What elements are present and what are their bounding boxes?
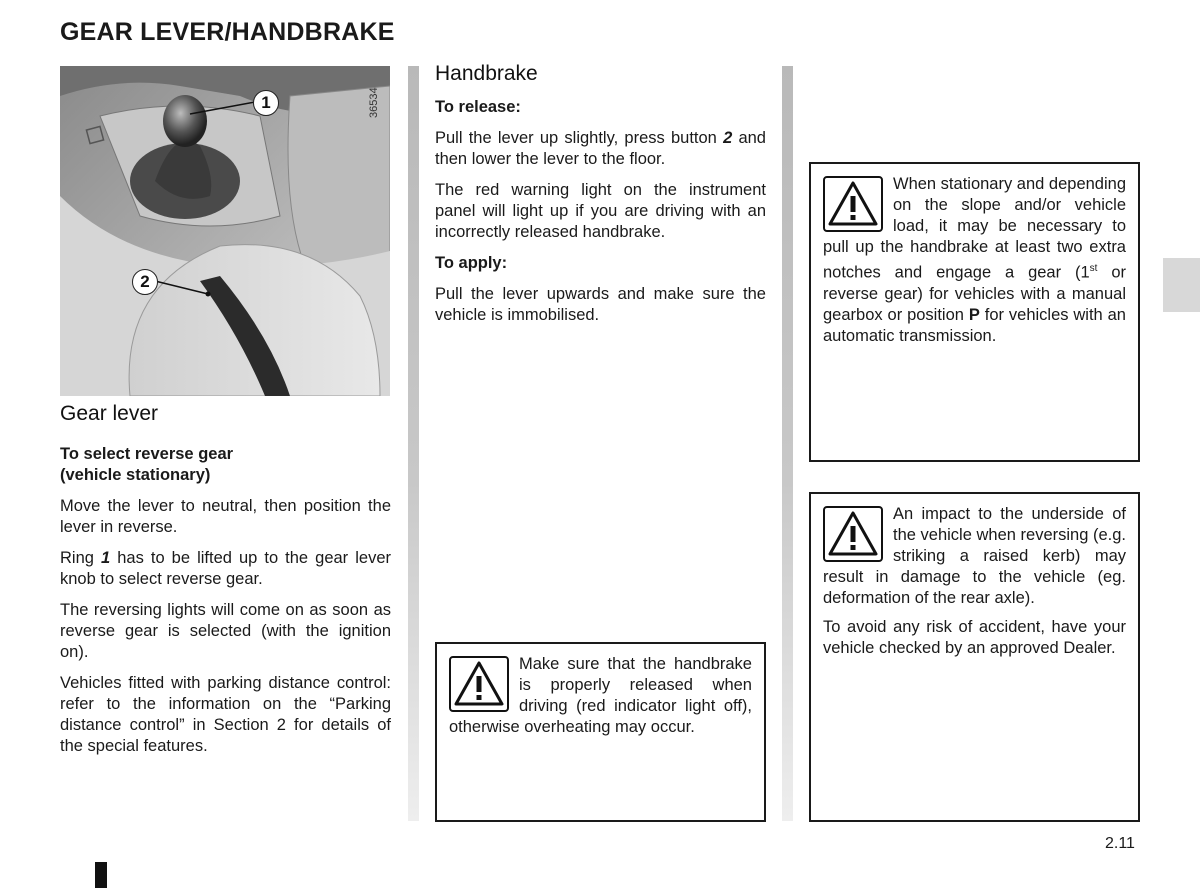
column-separator xyxy=(408,66,419,821)
gear-lever-photo xyxy=(60,66,390,396)
warning-text: An impact to the underside of the vehicle when reversing (e.g. striking a raised kerb) may result in damage to the vehicle (eg. deformation of the rear axle). xyxy=(823,505,1126,607)
handbrake-section xyxy=(435,97,766,336)
photo-reference-code: 36534 xyxy=(368,87,380,118)
apply-label: To apply: xyxy=(435,254,508,272)
paragraph: The red warning light on the instrument panel will light up if you are driving with an incorrectly released handbrake. xyxy=(435,181,766,241)
warning-triangle-icon xyxy=(449,656,509,712)
warning-text: To avoid any risk of accident, have your vehicle checked by an approved Dealer. xyxy=(823,618,1126,657)
page-title: GEAR LEVER/HANDBRAKE xyxy=(60,18,395,46)
paragraph: Pull the lever up slightly, press button 2 and then lower the lever to the floor. xyxy=(435,129,766,168)
column-separator xyxy=(782,66,793,821)
paragraph: Move the lever to neutral, then position the lever in reverse. xyxy=(60,497,391,536)
reverse-gear-subheading: To select reverse gear (vehicle stationary) xyxy=(60,445,234,484)
warning-triangle-icon xyxy=(823,176,883,232)
section-thumb-tab xyxy=(1163,258,1200,312)
warning-box-overheating xyxy=(435,642,766,822)
paragraph: The reversing lights will come on as soon as reverse gear is selected (with the ignition on). xyxy=(60,601,391,661)
warning-text: Make sure that the handbrake is properly released when driving (red indicator light off), otherwise overheating may occur. xyxy=(449,655,752,736)
warning-triangle-icon xyxy=(823,506,883,562)
page-number: 2.11 xyxy=(1105,835,1135,852)
gear-lever-heading: Gear lever xyxy=(60,402,159,425)
paragraph: Vehicles fitted with parking distance control: refer to the information on the “Parking distance control” in Section 2 for details of the special features. xyxy=(60,674,391,755)
warning-text: When stationary and depending on the slope and/or vehicle load, it may be necessary to pull up the handbrake at least two extra notches and engage a gear (1st or reverse gear) for vehicles with a manual gearbox or position P for vehicles with an automatic transmission. xyxy=(823,175,1126,345)
paragraph: Ring 1 has to be lifted up to the gear lever knob to select reverse gear. xyxy=(60,549,391,588)
callout-1: 1 xyxy=(253,90,279,116)
crop-mark xyxy=(95,862,107,888)
gear-lever-section xyxy=(60,444,391,767)
warning-box-slope xyxy=(809,162,1140,462)
warning-box-impact xyxy=(809,492,1140,822)
release-label: To release: xyxy=(435,98,521,116)
handbrake-heading: Handbrake xyxy=(435,62,538,85)
callout-2: 2 xyxy=(132,269,158,295)
paragraph: Pull the lever upwards and make sure the vehicle is immobilised. xyxy=(435,285,766,324)
